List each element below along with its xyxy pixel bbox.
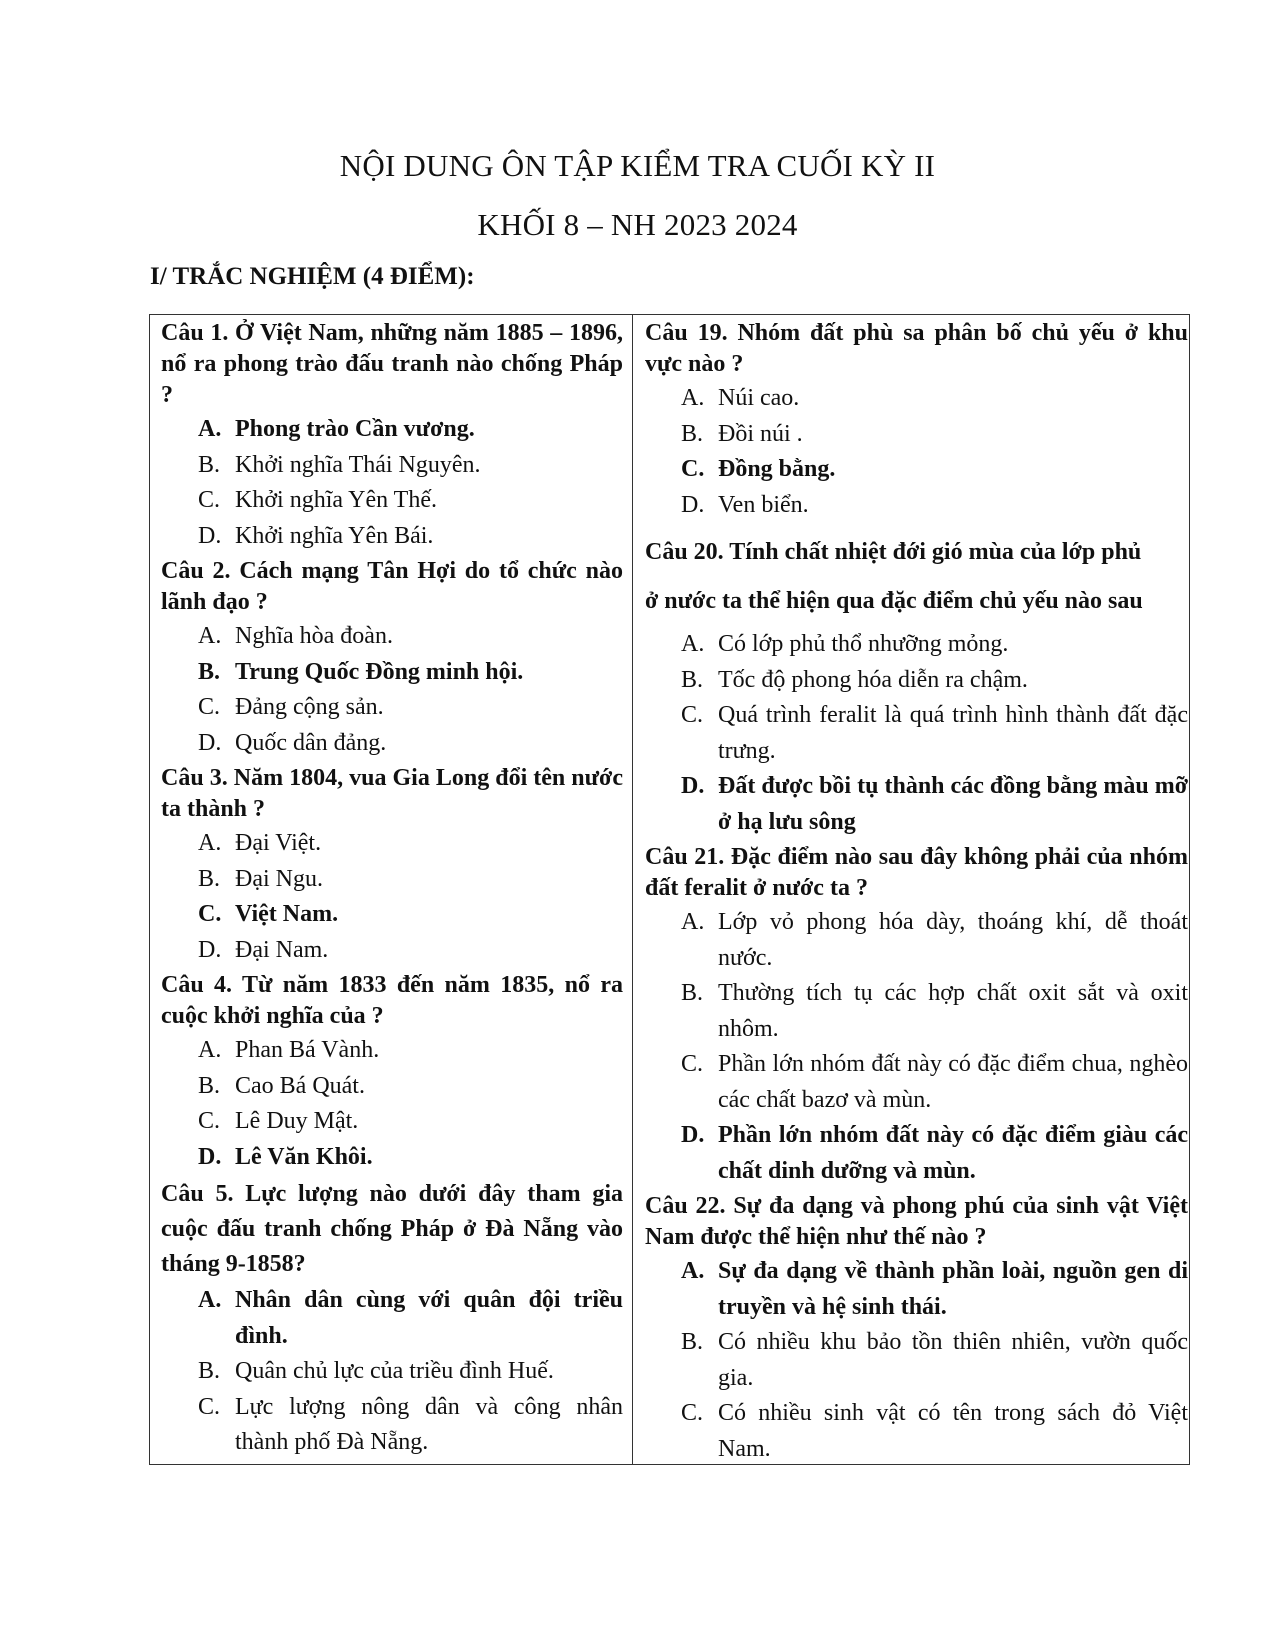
option-item [681,452,1188,488]
option-list [645,905,1188,1189]
option-text: Đồng bằng. [718,456,836,482]
option-text: Đại Nam. [235,936,329,963]
option-text: Đảng cộng sản. [235,694,384,720]
option-letter: A. [681,1258,705,1284]
option-letter: D. [198,936,222,963]
option-letter: B. [681,980,704,1006]
option-letter: B. [198,1358,221,1384]
option-text: Sự đa dạng về thành phần loài, nguồn gen di truyền và hệ sinh thái. [718,1258,1188,1320]
option-item [198,619,623,655]
section-heading: I/ TRẮC NGHIỆM (4 ĐIỂM): [150,263,475,290]
option-letter: D. [681,773,705,799]
option-letter: D. [681,1122,705,1148]
question-text: Câu 20. Tính chất nhiệt đới gió mùa của lớp phủ [645,539,1142,565]
option-list [645,381,1188,523]
option-text: Phần lớn nhóm đất này có đặc điểm giàu các chất dinh dưỡng và mùn. [718,1122,1188,1184]
option-text: Phan Bá Vành. [235,1037,380,1063]
option-item [681,1396,1188,1467]
option-letter: C. [198,1393,221,1420]
option-text: Đất được bồi tụ thành các đồng bằng màu mỡ ở hạ lưu sông [718,773,1188,835]
option-letter: C. [198,487,221,513]
option-letter: C. [198,1108,221,1134]
option-text: Trung Quốc Đồng minh hội. [235,658,524,685]
option-text: Lê Duy Mật. [235,1108,359,1134]
option-letter: A. [198,830,222,856]
option-list [645,627,1188,840]
option-item [198,1104,623,1140]
option-item [198,655,623,691]
option-text: Quốc dân đảng. [235,729,387,756]
option-text: Việt Nam. [235,901,339,927]
question-text: Câu 22. Sự đa dạng và phong phú của sinh vật Việt Nam được thể hiện như thế nào ? [645,1193,1188,1250]
option-item [198,690,623,726]
question-text: Câu 3. Năm 1804, vua Gia Long đổi tên nước ta thành ? [161,765,623,822]
option-item [198,1033,623,1069]
option-text: Phong trào Cần vương. [235,416,475,442]
option-text: Khởi nghĩa Yên Thế. [235,487,437,513]
option-text: Đồi núi . [718,420,803,447]
question-text: Câu 5. Lực lượng nào dưới đây tham gia cuộc đấu tranh chống Pháp ở Đà Nẵng vào tháng 9-1858? [161,1181,623,1277]
option-letter: B. [681,1329,704,1355]
document-subtitle: KHỐI 8 – NH 2023 2024 [477,207,798,242]
option-item [198,726,623,762]
option-item [198,483,623,519]
option-text: Nghĩa hòa đoàn. [235,623,393,649]
option-text: Có lớp phủ thổ nhưỡng mỏng. [718,631,1009,657]
question-text: Câu 4. Từ năm 1833 đến năm 1835, nổ ra cuộc khởi nghĩa của ? [161,972,623,1029]
option-letter: D. [198,522,222,549]
option-item [198,897,623,933]
option-text: Quá trình feralit là quá trình hình thành đất đặc trưng. [718,702,1188,764]
option-letter: D. [198,1143,222,1170]
option-list [645,1254,1188,1467]
option-item [198,1390,623,1461]
option-text: Có nhiều sinh vật có tên trong sách đỏ Việt Nam. [718,1400,1188,1462]
option-letter: B. [198,658,221,685]
option-text: Nhân dân cùng với quân đội triều đình. [235,1287,623,1349]
option-letter: A. [681,909,705,935]
option-letter: C. [681,456,705,482]
question-block [161,763,623,968]
option-letter: B. [198,451,221,478]
option-item [198,412,623,448]
option-list [161,412,623,554]
option-item [681,1254,1188,1325]
option-letter: A. [198,623,222,649]
option-item [681,663,1188,699]
question-text: Câu 2. Cách mạng Tân Hợi do tổ chức nào lãnh đạo ? [161,558,623,615]
option-text: Phần lớn nhóm đất này có đặc điểm chua, nghèo các chất bazơ và mùn. [718,1051,1188,1113]
option-letter: A. [198,1287,222,1313]
option-letter: A. [681,385,705,411]
option-letter: A. [198,1037,222,1063]
option-item [198,1069,623,1105]
option-item [198,862,623,898]
left-column [161,318,623,1463]
option-text: Núi cao. [718,385,800,411]
option-letter: A. [681,631,705,657]
option-text: Ven biển. [718,491,809,518]
question-block [645,318,1188,523]
option-letter: C. [681,1400,704,1426]
option-text: Quân chủ lực của triều đình Huế. [235,1358,554,1384]
option-text: Lê Văn Khôi. [235,1143,373,1170]
option-letter: C. [198,901,222,927]
option-letter: A. [198,416,222,442]
question-block [161,556,623,761]
option-letter: B. [681,666,704,693]
option-list [161,826,623,968]
question-block [161,1177,623,1461]
option-letter: C. [681,702,704,728]
option-item [681,1047,1188,1118]
option-letter: D. [681,491,705,518]
question-block [161,970,623,1175]
document-title: NỘI DUNG ÔN TẬP KIỂM TRA CUỐI KỲ II [339,148,936,183]
question-block [161,318,623,554]
option-item [681,417,1188,453]
option-letter: B. [681,420,704,447]
question-text: Câu 1. Ở Việt Nam, những năm 1885 – 1896, nổ ra phong trào đấu tranh nào chống Pháp ? [161,320,623,408]
question-block [645,537,1188,840]
option-text: Tốc độ phong hóa diễn ra chậm. [718,666,1028,693]
option-letter: D. [198,729,222,756]
option-item [198,1354,623,1390]
option-text: Cao Bá Quát. [235,1072,365,1099]
option-list [161,1283,623,1461]
option-item [681,698,1188,769]
option-letter: C. [198,694,221,720]
right-column [645,318,1188,1469]
option-text: Lực lượng nông dân và công nhân thành phố Đà Nẵng. [235,1393,623,1455]
option-text: Đại Việt. [235,830,322,856]
question-text: Câu 19. Nhóm đất phù sa phân bố chủ yếu ở khu vực nào ? [645,320,1188,377]
option-list [161,1033,623,1175]
option-letter: B. [198,1072,221,1099]
option-text: Khởi nghĩa Thái Nguyên. [235,451,481,478]
question-text: ở nước ta thể hiện qua đặc điểm chủ yếu nào sau [645,588,1143,614]
question-block [645,842,1188,1189]
option-item [681,1325,1188,1396]
option-text: Khởi nghĩa Yên Bái. [235,522,434,549]
option-item [198,933,623,969]
option-item [198,448,623,484]
option-letter: B. [198,865,221,892]
option-text: Có nhiều khu bảo tồn thiên nhiên, vườn quốc gia. [718,1329,1188,1391]
option-item [681,976,1188,1047]
option-list [161,619,623,761]
option-text: Đại Ngu. [235,865,323,892]
option-item [681,905,1188,976]
option-text: Thường tích tụ các hợp chất oxit sắt và oxit nhôm. [718,980,1188,1042]
option-item [681,1118,1188,1189]
option-text: Lớp vỏ phong hóa dày, thoáng khí, dễ thoát nước. [718,909,1188,971]
option-item [198,826,623,862]
option-item [198,1283,623,1354]
question-block [645,1191,1188,1467]
option-item [681,769,1188,840]
column-divider [632,314,633,1465]
option-item [198,1140,623,1176]
option-item [681,627,1188,663]
option-item [198,519,623,555]
option-letter: C. [681,1051,704,1077]
option-item [681,381,1188,417]
option-item [681,488,1188,524]
question-text: Câu 21. Đặc điểm nào sau đây không phải của nhóm đất feralit ở nước ta ? [645,844,1188,901]
